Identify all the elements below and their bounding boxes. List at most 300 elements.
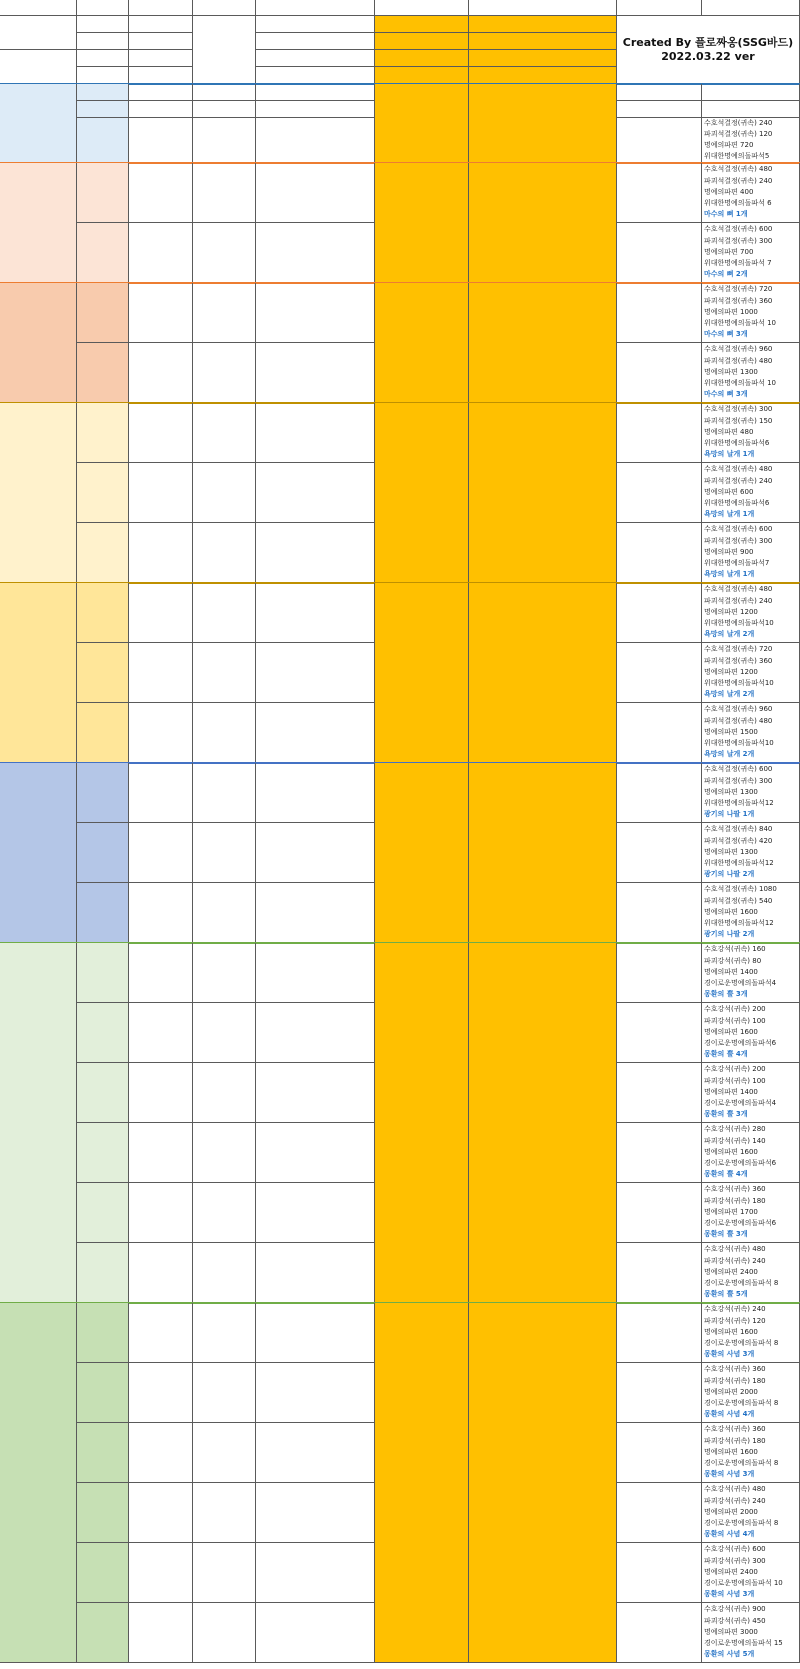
more-item-line: 명예의파편 2400 <box>704 1567 758 1576</box>
more-item-cell <box>702 703 800 763</box>
difficulty-cell <box>77 283 129 343</box>
more-item-cell <box>702 283 800 343</box>
gold-cell <box>129 1483 193 1543</box>
base-item-cell <box>617 1123 702 1183</box>
more-item-line: 명예의파편 1200 <box>704 667 758 676</box>
more-gold-cell <box>193 283 256 343</box>
gold-cell <box>129 163 193 223</box>
more-item-cell <box>702 1363 800 1423</box>
more-item-line: 파괴석결정(귀속) 150 <box>704 416 773 425</box>
difficulty-cell <box>77 1003 129 1063</box>
more-item-line: 명예의파편 1600 <box>704 1147 758 1156</box>
gold-cell <box>129 1543 193 1603</box>
net-gold-cell <box>469 84 617 163</box>
total-gold-cell <box>375 583 469 763</box>
base-item-cell <box>617 1183 702 1243</box>
more-item-cell <box>702 101 800 118</box>
difficulty-cell <box>77 50 129 67</box>
more-item-line: 수호석결정(귀속) 960 <box>704 705 773 714</box>
more-item-cell <box>702 163 800 223</box>
difficulty-cell <box>77 1063 129 1123</box>
more-item-line: 명예의파편 1600 <box>704 1027 758 1036</box>
more-item-line: 경이로운명예의돌파석 8 <box>704 1519 779 1528</box>
more-item-line: 명예의파편 900 <box>704 547 754 556</box>
more-gold-empty-cell <box>193 16 256 84</box>
more-item-line: 몽환의 뿔 5개 <box>704 1290 748 1299</box>
credit-author: Created By 플로짜옹(SSG바드) <box>622 36 794 50</box>
gold-minus-more-cell <box>256 583 375 643</box>
more-item-line: 마수의 뼈 1개 <box>704 210 748 219</box>
gold-minus-more-cell <box>256 283 375 343</box>
column-header <box>617 0 702 16</box>
gold-minus-more-cell <box>256 50 375 67</box>
difficulty-cell <box>77 101 129 118</box>
more-item-line: 명예의파편 2000 <box>704 1507 758 1516</box>
more-item-line: 광기의 나팔 1개 <box>704 810 755 819</box>
more-gold-cell <box>193 1063 256 1123</box>
more-gold-cell <box>193 763 256 823</box>
gold-minus-more-cell <box>256 1183 375 1243</box>
net-gold-cell <box>469 33 617 50</box>
total-gold-cell <box>375 283 469 403</box>
more-item-line: 수호석결정(귀속) 240 <box>704 118 773 127</box>
gold-minus-more-cell <box>256 703 375 763</box>
more-gold-cell <box>193 1003 256 1063</box>
more-item-cell <box>702 1123 800 1183</box>
gold-cell <box>129 33 193 50</box>
more-gold-cell <box>193 883 256 943</box>
more-item-line: 욕망의 날개 1개 <box>704 510 755 519</box>
base-item-cell <box>617 1243 702 1303</box>
gold-cell <box>129 643 193 703</box>
difficulty-cell <box>77 583 129 643</box>
difficulty-cell <box>77 1303 129 1363</box>
more-item-line: 몽환의 뿔 4개 <box>704 1170 748 1179</box>
difficulty-cell <box>77 883 129 943</box>
difficulty-cell <box>77 643 129 703</box>
more-item-line: 명예의파편 1700 <box>704 1207 758 1216</box>
difficulty-cell <box>77 703 129 763</box>
more-item-cell <box>702 643 800 703</box>
more-item-line: 파괴석결정(귀속) 480 <box>704 356 773 365</box>
more-gold-cell <box>193 463 256 523</box>
net-gold-cell <box>469 16 617 33</box>
difficulty-cell <box>77 163 129 223</box>
more-item-cell <box>702 463 800 523</box>
gold-cell <box>129 403 193 463</box>
more-item-line: 명예의파편 1600 <box>704 1447 758 1456</box>
more-item-line: 파괴강석(귀속) 140 <box>704 1136 766 1145</box>
more-item-cell <box>702 523 800 583</box>
more-item-line: 명예의파편 1400 <box>704 967 758 976</box>
more-item-line: 마수의 뼈 2개 <box>704 270 748 279</box>
more-gold-cell <box>193 1543 256 1603</box>
more-item-line: 욕망의 날개 1개 <box>704 450 755 459</box>
net-gold-cell <box>469 403 617 583</box>
more-gold-cell <box>193 101 256 118</box>
gold-minus-more-cell <box>256 84 375 101</box>
more-gold-cell <box>193 643 256 703</box>
more-item-line: 경이로운명예의돌파석4 <box>704 1099 777 1108</box>
more-item-line: 경이로운명예의돌파석 15 <box>704 1639 783 1648</box>
base-item-cell <box>617 883 702 943</box>
more-gold-cell <box>193 1423 256 1483</box>
more-item-line: 수호강석(귀속) 160 <box>704 945 766 954</box>
more-gold-cell <box>193 1183 256 1243</box>
gold-cell <box>129 84 193 101</box>
base-item-cell <box>617 118 702 163</box>
more-item-line: 위대한명예의돌파석 10 <box>704 379 776 388</box>
base-item-cell <box>617 643 702 703</box>
more-item-line: 수호강석(귀속) 360 <box>704 1425 766 1434</box>
base-item-cell <box>617 1483 702 1543</box>
more-item-line: 명예의파편 2400 <box>704 1267 758 1276</box>
more-item-line: 파괴강석(귀속) 240 <box>704 1256 766 1265</box>
more-item-line: 경이로운명예의돌파석 8 <box>704 1279 779 1288</box>
more-gold-cell <box>193 403 256 463</box>
more-item-line: 광기의 나팔 2개 <box>704 930 755 939</box>
gold-cell <box>129 1183 193 1243</box>
raid-name <box>0 583 77 763</box>
difficulty-cell <box>77 1363 129 1423</box>
more-item-cell <box>702 583 800 643</box>
more-item-line: 파괴강석(귀속) 240 <box>704 1496 766 1505</box>
gold-cell <box>129 1243 193 1303</box>
more-item-line: 경이로운명예의돌파석4 <box>704 979 777 988</box>
more-gold-cell <box>193 1303 256 1363</box>
gold-cell <box>129 703 193 763</box>
gold-cell <box>129 763 193 823</box>
more-item-line: 수호석결정(귀속) 600 <box>704 765 773 774</box>
gold-minus-more-cell <box>256 118 375 163</box>
gold-cell <box>129 523 193 583</box>
difficulty-cell <box>77 1183 129 1243</box>
total-gold-cell <box>375 943 469 1303</box>
more-item-line: 수호석결정(귀속) 960 <box>704 345 773 354</box>
more-item-line: 명예의파편 400 <box>704 187 754 196</box>
more-item-cell <box>702 403 800 463</box>
raid-name <box>0 163 77 283</box>
raid-name <box>0 763 77 943</box>
more-item-cell <box>702 1423 800 1483</box>
more-gold-cell <box>193 583 256 643</box>
difficulty-cell <box>77 67 129 84</box>
base-item-cell <box>617 943 702 1003</box>
raid-name <box>0 16 77 50</box>
more-item-line: 파괴강석(귀속) 120 <box>704 1316 766 1325</box>
more-item-line: 명예의파편 1000 <box>704 307 758 316</box>
more-item-line: 파괴석결정(귀속) 300 <box>704 776 773 785</box>
more-item-line: 파괴석결정(귀속) 300 <box>704 236 773 245</box>
more-item-cell <box>702 1183 800 1243</box>
gold-cell <box>129 223 193 283</box>
more-item-line: 수호강석(귀속) 480 <box>704 1245 766 1254</box>
more-item-line: 파괴석결정(귀속) 300 <box>704 536 773 545</box>
more-item-line: 광기의 나팔 2개 <box>704 870 755 879</box>
more-item-cell <box>702 823 800 883</box>
more-gold-cell <box>193 1363 256 1423</box>
more-gold-cell <box>193 84 256 101</box>
total-gold-cell <box>375 16 469 33</box>
more-item-line: 위대한명예의돌파석6 <box>704 499 770 508</box>
difficulty-cell <box>77 1483 129 1543</box>
more-item-line: 욕망의 날개 2개 <box>704 690 755 699</box>
more-item-line: 명예의파편 1300 <box>704 787 758 796</box>
more-item-line: 파괴강석(귀속) 100 <box>704 1016 766 1025</box>
more-gold-cell <box>193 343 256 403</box>
gold-cell <box>129 883 193 943</box>
gold-cell <box>129 67 193 84</box>
more-item-line: 명예의파편 600 <box>704 487 754 496</box>
more-item-line: 수호강석(귀속) 360 <box>704 1365 766 1374</box>
more-gold-cell <box>193 223 256 283</box>
gold-cell <box>129 463 193 523</box>
base-item-cell <box>617 1063 702 1123</box>
more-item-line: 위대한명예의돌파석5 <box>704 152 770 161</box>
more-item-line: 파괴강석(귀속) 180 <box>704 1376 766 1385</box>
more-item-line: 수호석결정(귀속) 720 <box>704 285 773 294</box>
more-item-line: 파괴석결정(귀속) 480 <box>704 716 773 725</box>
more-item-cell <box>702 883 800 943</box>
more-gold-cell <box>193 118 256 163</box>
difficulty-cell <box>77 118 129 163</box>
gold-minus-more-cell <box>256 763 375 823</box>
more-item-line: 몽환의 뿔 3개 <box>704 990 748 999</box>
more-gold-cell <box>193 1603 256 1663</box>
more-item-line: 수호석결정(귀속) 840 <box>704 825 773 834</box>
gold-minus-more-cell <box>256 16 375 33</box>
difficulty-cell <box>77 943 129 1003</box>
net-gold-cell <box>469 763 617 943</box>
column-header <box>0 0 77 16</box>
gold-minus-more-cell <box>256 1243 375 1303</box>
total-gold-cell <box>375 1303 469 1663</box>
base-item-cell <box>617 523 702 583</box>
more-item-line: 수호강석(귀속) 240 <box>704 1305 766 1314</box>
gold-minus-more-cell <box>256 101 375 118</box>
more-item-line: 명예의파편 1400 <box>704 1087 758 1096</box>
credit-version: 2022.03.22 ver <box>661 49 755 63</box>
more-item-line: 수호석결정(귀속) 480 <box>704 585 773 594</box>
difficulty-cell <box>77 823 129 883</box>
more-item-line: 수호강석(귀속) 200 <box>704 1005 766 1014</box>
more-item-cell <box>702 763 800 823</box>
total-gold-cell <box>375 403 469 583</box>
gold-minus-more-cell <box>256 943 375 1003</box>
more-item-line: 수호석결정(귀속) 600 <box>704 225 773 234</box>
more-item-line: 위대한명예의돌파석 10 <box>704 319 776 328</box>
more-item-line: 위대한명예의돌파석12 <box>704 799 774 808</box>
more-item-line: 경이로운명예의돌파석6 <box>704 1039 777 1048</box>
gold-minus-more-cell <box>256 463 375 523</box>
more-item-line: 몽환의 뿔 3개 <box>704 1110 748 1119</box>
more-item-line: 위대한명예의돌파석12 <box>704 919 774 928</box>
more-item-line: 경이로운명예의돌파석6 <box>704 1219 777 1228</box>
more-item-cell <box>702 223 800 283</box>
more-item-line: 몽환의 사념 3개 <box>704 1350 755 1359</box>
gold-cell <box>129 16 193 33</box>
more-item-line: 수호강석(귀속) 360 <box>704 1185 766 1194</box>
more-gold-cell <box>193 163 256 223</box>
difficulty-cell <box>77 84 129 101</box>
gold-cell <box>129 283 193 343</box>
more-item-line: 몽환의 뿔 3개 <box>704 1230 748 1239</box>
base-item-cell <box>617 1543 702 1603</box>
difficulty-cell <box>77 16 129 33</box>
more-item-line: 위대한명예의돌파석10 <box>704 619 774 628</box>
more-item-line: 수호강석(귀속) 280 <box>704 1125 766 1134</box>
more-item-line: 수호강석(귀속) 480 <box>704 1485 766 1494</box>
more-item-line: 수호강석(귀속) 600 <box>704 1545 766 1554</box>
more-item-line: 위대한명예의돌파석7 <box>704 559 770 568</box>
raid-name <box>0 943 77 1303</box>
base-item-cell <box>617 583 702 643</box>
gold-minus-more-cell <box>256 33 375 50</box>
gold-cell <box>129 1423 193 1483</box>
difficulty-cell <box>77 763 129 823</box>
more-item-line: 욕망의 날개 2개 <box>704 630 755 639</box>
more-item-line: 경이로운명예의돌파석6 <box>704 1159 777 1168</box>
difficulty-cell <box>77 403 129 463</box>
gold-cell <box>129 1003 193 1063</box>
more-item-line: 파괴강석(귀속) 300 <box>704 1556 766 1565</box>
more-item-line: 몽환의 뿔 4개 <box>704 1050 748 1059</box>
more-item-cell <box>702 343 800 403</box>
more-item-line: 명예의파편 1300 <box>704 847 758 856</box>
raid-name <box>0 50 77 84</box>
total-gold-cell <box>375 163 469 283</box>
more-item-line: 욕망의 날개 1개 <box>704 570 755 579</box>
base-item-cell <box>617 163 702 223</box>
gold-cell <box>129 1063 193 1123</box>
gold-minus-more-cell <box>256 163 375 223</box>
net-gold-cell <box>469 583 617 763</box>
more-item-line: 명예의파편 1600 <box>704 907 758 916</box>
more-item-cell <box>702 943 800 1003</box>
more-item-line: 명예의파편 1200 <box>704 607 758 616</box>
gold-minus-more-cell <box>256 403 375 463</box>
more-item-line: 수호석결정(귀속) 480 <box>704 165 773 174</box>
more-item-line: 위대한명예의돌파석 7 <box>704 259 772 268</box>
more-item-cell <box>702 1603 800 1663</box>
gold-minus-more-cell <box>256 67 375 84</box>
gold-cell <box>129 943 193 1003</box>
total-gold-cell <box>375 50 469 67</box>
more-item-line: 수호강석(귀속) 900 <box>704 1605 766 1614</box>
column-header <box>193 0 256 16</box>
more-item-line: 파괴강석(귀속) 100 <box>704 1076 766 1085</box>
more-item-cell <box>702 1303 800 1363</box>
gold-minus-more-cell <box>256 883 375 943</box>
gold-cell <box>129 583 193 643</box>
column-header <box>469 0 617 16</box>
gold-minus-more-cell <box>256 343 375 403</box>
more-item-line: 수호석결정(귀속) 600 <box>704 525 773 534</box>
gold-cell <box>129 1363 193 1423</box>
difficulty-cell <box>77 1243 129 1303</box>
gold-minus-more-cell <box>256 823 375 883</box>
more-item-line: 위대한명예의돌파석 6 <box>704 199 772 208</box>
base-item-cell <box>617 403 702 463</box>
gold-minus-more-cell <box>256 1003 375 1063</box>
more-item-line: 명예의파편 720 <box>704 141 754 149</box>
difficulty-cell <box>77 33 129 50</box>
gold-minus-more-cell <box>256 1123 375 1183</box>
difficulty-cell <box>77 1603 129 1663</box>
more-item-line: 파괴석결정(귀속) 240 <box>704 176 773 185</box>
gold-cell <box>129 343 193 403</box>
gold-cell <box>129 101 193 118</box>
total-gold-cell <box>375 84 469 163</box>
base-item-cell <box>617 763 702 823</box>
more-item-line: 수호석결정(귀속) 300 <box>704 405 773 414</box>
base-item-cell <box>617 283 702 343</box>
more-item-line: 파괴석결정(귀속) 420 <box>704 836 773 845</box>
more-item-line: 파괴석결정(귀속) 120 <box>704 129 773 138</box>
gold-cell <box>129 118 193 163</box>
total-gold-cell <box>375 33 469 50</box>
more-item-line: 경이로운명예의돌파석 10 <box>704 1579 783 1588</box>
difficulty-cell <box>77 1543 129 1603</box>
raid-name <box>0 84 77 163</box>
gold-cell <box>129 823 193 883</box>
base-item-cell <box>617 343 702 403</box>
more-gold-cell <box>193 1123 256 1183</box>
more-item-cell <box>702 1063 800 1123</box>
raid-name <box>0 283 77 403</box>
gold-cell <box>129 1303 193 1363</box>
net-gold-cell <box>469 1303 617 1663</box>
more-item-line: 경이로운명예의돌파석 8 <box>704 1459 779 1468</box>
more-item-line: 몽환의 사념 3개 <box>704 1590 755 1599</box>
gold-minus-more-cell <box>256 1543 375 1603</box>
base-item-cell <box>617 84 702 101</box>
more-item-line: 명예의파편 1500 <box>704 727 758 736</box>
more-item-line: 파괴석결정(귀속) 360 <box>704 296 773 305</box>
more-item-line: 파괴석결정(귀속) 540 <box>704 896 773 905</box>
more-item-line: 파괴강석(귀속) 450 <box>704 1616 766 1625</box>
more-item-line: 욕망의 날개 2개 <box>704 750 755 759</box>
total-gold-cell <box>375 67 469 84</box>
more-item-line: 명예의파편 3000 <box>704 1627 758 1636</box>
more-item-line: 수호석결정(귀속) 720 <box>704 645 773 654</box>
net-gold-cell <box>469 163 617 283</box>
net-gold-cell <box>469 67 617 84</box>
more-gold-cell <box>193 943 256 1003</box>
more-item-cell <box>702 1003 800 1063</box>
column-header <box>256 0 375 16</box>
base-item-cell <box>617 1303 702 1363</box>
more-item-line: 파괴강석(귀속) 80 <box>704 956 762 965</box>
more-item-line: 명예의파편 1600 <box>704 1327 758 1336</box>
difficulty-cell <box>77 1123 129 1183</box>
base-item-cell <box>617 101 702 118</box>
more-gold-cell <box>193 1483 256 1543</box>
gold-cell <box>129 1123 193 1183</box>
gold-minus-more-cell <box>256 643 375 703</box>
total-gold-cell <box>375 763 469 943</box>
more-item-line: 수호석결정(귀속) 480 <box>704 465 773 474</box>
more-item-line: 몽환의 사념 3개 <box>704 1470 755 1479</box>
column-header <box>375 0 469 16</box>
more-item-line: 파괴석결정(귀속) 240 <box>704 596 773 605</box>
gold-minus-more-cell <box>256 1303 375 1363</box>
more-gold-cell <box>193 703 256 763</box>
base-item-cell <box>617 1423 702 1483</box>
gold-cell <box>129 50 193 67</box>
gold-minus-more-cell <box>256 1063 375 1123</box>
net-gold-cell <box>469 943 617 1303</box>
